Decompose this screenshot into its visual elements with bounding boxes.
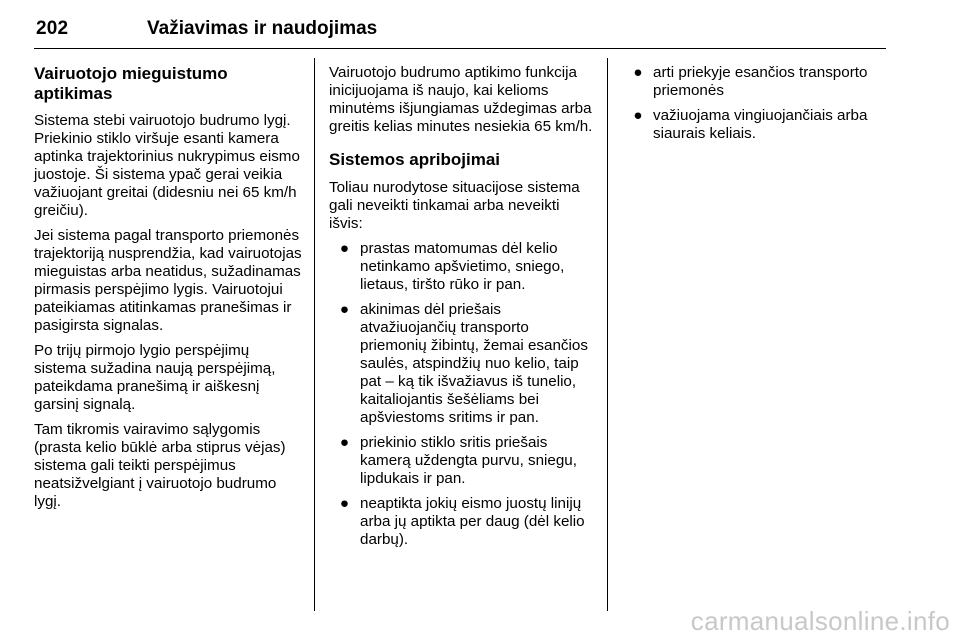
section-heading-limitations: Sistemos apribojimai [329, 150, 500, 169]
list-item-text: priekinio stiklo sritis priešais kamerą uždengta purvu, sniegu, lipdukais ir pan. [360, 433, 577, 487]
column-divider-2 [607, 58, 608, 611]
bullet-icon: ● [339, 494, 350, 512]
column-3 [623, 64, 891, 150]
list-item [329, 434, 595, 488]
bullet-icon: ● [339, 433, 350, 451]
page-header [34, 0, 886, 49]
list-item-text: arti priekyje esančios transporto priemonės [653, 64, 868, 99]
page-number: 202 [36, 18, 69, 39]
column-1 [34, 64, 302, 518]
paragraph: Toliau nurodytose situacijose sistema gali neveikti tinkamai arba neveikti išvis: [329, 178, 580, 232]
list-item [329, 495, 595, 549]
paragraph: Sistema stebi vairuotojo budrumo lygį. Priekinio stiklo viršuje esanti kamera aptinka trajektorinius nukrypimus eismo juostoje. Ši sistema ypač gerai veikia važiuojant greitai (didesniu nei 65 km/h greičiu). [34, 112, 300, 219]
list-item [623, 64, 891, 100]
column-2 [329, 64, 595, 556]
list-item-text: neaptikta jokių eismo juostų linijų arba jų aptikta per daug (dėl kelio darbų). [360, 494, 585, 548]
bullet-icon: ● [339, 239, 350, 257]
paragraph: Po trijų pirmojo lygio perspėjimų sistema sužadina naują perspėjimą, pateikdama pranešimą ir aiškesnį garsinį signalą. [34, 342, 276, 413]
bullet-icon: ● [633, 64, 643, 81]
list-item [329, 301, 595, 427]
paragraph: Jei sistema pagal transporto priemonės trajektoriją nusprendžia, kad vairuotojas mieguistas arba neatidus, sužadinamas pirmasis perspėjimo lygis. Vairuotojui pateikiamas atitinkamas pranešimas ir pasigirsta signalas. [34, 227, 302, 334]
list-item-text: prastas matomumas dėl kelio netinkamo apšvietimo, sniego, lietaus, tiršto rūko ir pan. [360, 239, 565, 293]
paragraph: Vairuotojo budrumo aptikimo funkcija inicijuojama iš naujo, kai kelioms minutėms išjungiamas uždegimas arba greitis kelias minutes nesiekia 65 km/h. [329, 64, 593, 135]
section-heading-drowsiness: Vairuotojo mieguistumo aptikimas [34, 64, 228, 103]
column-divider-1 [314, 58, 315, 611]
watermark: carmanualsonline.info [690, 606, 950, 636]
limitations-list-continued [623, 64, 891, 143]
bullet-icon: ● [339, 300, 350, 318]
list-item-text: akinimas dėl priešais atvažiuojančių transporto priemonių žibintų, žemai esančios saulės, atspindžių nuo kelio, taip pat – ką tik išvažiavus iš tunelio, kaitaliojantis šešėliams bei apšviestoms sritims ir pan. [360, 300, 588, 426]
limitations-list [329, 240, 595, 549]
list-item-text: važiuojama vingiuojančiais arba siaurais keliais. [653, 107, 868, 142]
list-item [623, 107, 891, 143]
bullet-icon: ● [633, 107, 643, 124]
list-item [329, 240, 595, 294]
paragraph: Tam tikromis vairavimo sąlygomis (prasta kelio būklė arba stiprus vėjas) sistema gali teikti perspėjimus neatsižvelgiant į vairuotojo budrumo lygį. [34, 421, 286, 510]
chapter-title: Važiavimas ir naudojimas [147, 18, 378, 39]
